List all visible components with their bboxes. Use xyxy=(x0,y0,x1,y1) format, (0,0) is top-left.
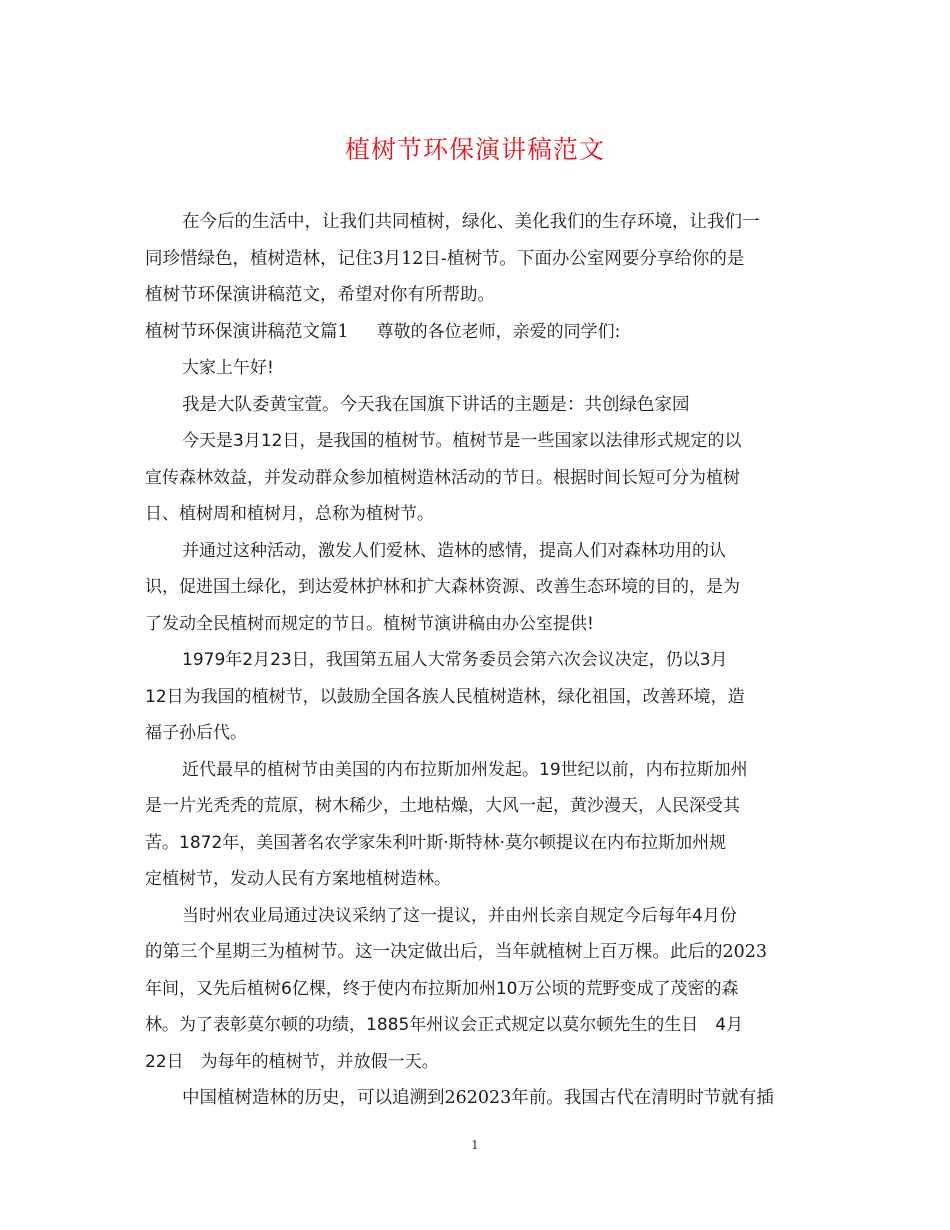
paragraph-5-line: 22日 为每年的植树节，并放假一天。 xyxy=(145,1051,439,1072)
paragraph-2-line: 并通过这种活动，激发人们爱林、造林的感情，提高人们对森林功用的认 xyxy=(182,540,726,561)
paragraph-3-line: 福子孙后代。 xyxy=(145,723,247,743)
section-heading-line xyxy=(145,314,810,351)
intro-line: 同珍惜绿色，植树造林，记住3月12日-植树节。下面办公室网要分享给你的是 xyxy=(145,248,745,269)
salutation: 尊敬的各位老师，亲爱的同学们: xyxy=(376,321,621,342)
paragraph-4-line: 苦。1872年，美国著名农学家朱利叶斯·斯特林·莫尔顿提议在内布拉斯加州规 xyxy=(145,832,727,853)
paragraph-2-line: 识，促进国土绿化，到达爱林护林和扩大森林资源、改善生态环境的目的，是为 xyxy=(145,577,740,597)
document-body xyxy=(145,204,810,1117)
paragraph-1-line: 今天是3月12日，是我国的植树节。植树节是一些国家以法律形式规定的以 xyxy=(182,431,742,451)
paragraph-4-line: 定植树节，发动人民有方案地植树造林。 xyxy=(145,869,451,889)
paragraph-4-line: 是一片光秃秃的荒原，树木稀少，土地枯燥，大风一起，黄沙漫天，人民深受其 xyxy=(145,796,740,816)
section-heading: 植树节环保演讲稿范文篇1 xyxy=(145,321,349,342)
document-title: 植树节环保演讲稿范文 xyxy=(344,135,605,164)
paragraph-5-line: 林。为了表彰莫尔顿的功绩，1885年州议会正式规定以莫尔顿先生的生日 4月 xyxy=(145,1015,744,1035)
intro-line: 在今后的生活中，让我们共同植树，绿化、美化我们的生存环境，让我们一 xyxy=(182,212,760,232)
paragraph-3-line: 1979年2月23日，我国第五届人大常务委员会第六次会议决定，仍以3月 xyxy=(182,650,728,670)
paragraph-6-line: 中国植树造林的历史，可以追溯到262023年前。我国古代在清明时节就有插 xyxy=(182,1088,774,1108)
paragraph-1-line: 宣传森林效益，并发动群众参加植树造林活动的节日。根据时间长短可分为植树 xyxy=(145,467,740,488)
greeting: 大家上午好! xyxy=(182,358,274,378)
paragraph-3-line: 12日为我国的植树节，以鼓励全国各族人民植树造林，绿化祖国，改善环境，造 xyxy=(145,686,745,707)
intro-line: 植树节环保演讲稿范文，希望对你有所帮助。 xyxy=(145,285,495,305)
paragraph-5-line: 的第三个星期三为植树节。这一决定做出后，当年就植树上百万棵。此后的2023 xyxy=(145,942,768,962)
paragraph-2-line: 了发动全民植树而规定的节日。植树节演讲稿由办公室提供! xyxy=(145,613,594,634)
paragraph-5-line: 年间，又先后植树6亿棵，终于使内布拉斯加州10万公顷的荒野变成了茂密的森 xyxy=(145,978,739,999)
page-number: 1 xyxy=(471,1138,479,1152)
paragraph-5-line: 当时州农业局通过决议采纳了这一提议，并由州长亲自规定今后每年4月份 xyxy=(182,905,737,926)
paragraph-4-line: 近代最早的植树节由美国的内布拉斯加州发起。19世纪以前，内布拉斯加州 xyxy=(182,759,748,780)
speaker-introduction: 我是大队委黄宝萱。今天我在国旗下讲话的主题是：共创绿色家园 xyxy=(182,394,690,415)
paragraph-1-line: 日、植树周和植树月，总称为植树节。 xyxy=(145,504,434,524)
